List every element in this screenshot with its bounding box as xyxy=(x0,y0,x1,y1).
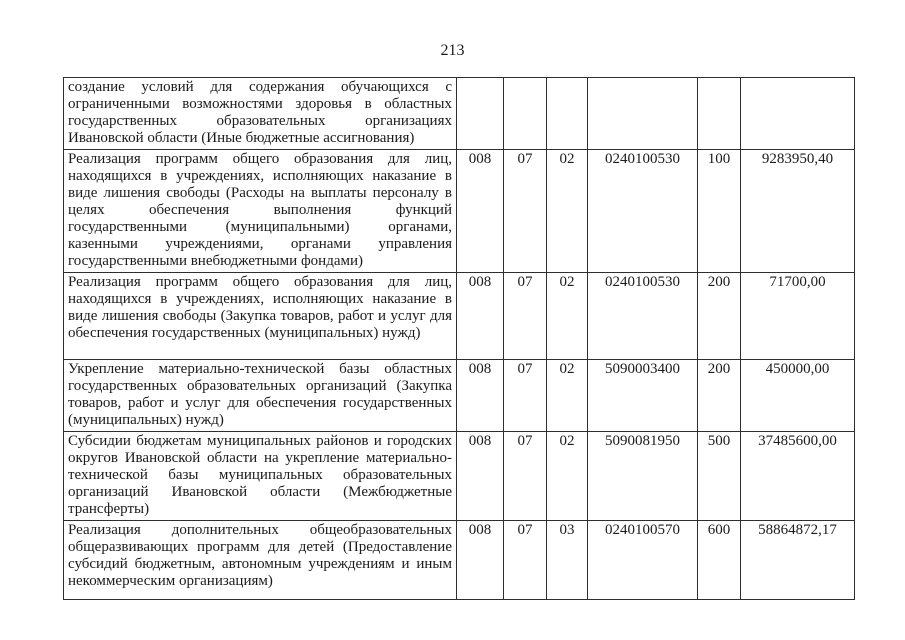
subsection-code-cell: 02 xyxy=(547,150,588,273)
subsection-code-cell: 02 xyxy=(547,360,588,432)
section-code-cell xyxy=(504,78,547,150)
table-row xyxy=(64,150,855,273)
target-item-code-cell: 0240100530 xyxy=(588,150,698,273)
expense-type-code-cell: 200 xyxy=(698,273,741,360)
grbs-code-cell: 008 xyxy=(457,150,504,273)
section-code-cell: 07 xyxy=(504,521,547,600)
table-row xyxy=(64,432,855,521)
amount-cell: 450000,00 xyxy=(741,360,855,432)
grbs-code-cell: 008 xyxy=(457,432,504,521)
expense-name-cell: Укрепление материально-технической базы областных государственных образовательных организаций (Закупка товаров, работ и услуг для обеспечения государственных (муниципальных) нужд) xyxy=(64,360,457,432)
target-item-code-cell: 5090003400 xyxy=(588,360,698,432)
expense-type-code-cell: 500 xyxy=(698,432,741,521)
amount-cell: 58864872,17 xyxy=(741,521,855,600)
expense-name-cell: Реализация дополнительных общеобразовательных общеразвивающих программ для детей (Предоставление субсидий бюджетным, автономным учреждениям и иным некоммерческим организациям) xyxy=(64,521,457,600)
table-row xyxy=(64,78,855,150)
subsection-code-cell: 03 xyxy=(547,521,588,600)
amount-cell: 37485600,00 xyxy=(741,432,855,521)
amount-cell xyxy=(741,78,855,150)
expense-name-cell: Субсидии бюджетам муниципальных районов и городских округов Ивановской области на укрепление материально-технической базы муниципальных образовательных организаций Ивановской области (Межбюджетные трансферты) xyxy=(64,432,457,521)
amount-cell: 9283950,40 xyxy=(741,150,855,273)
budget-table-body xyxy=(64,78,855,600)
table-row xyxy=(64,273,855,360)
table-row xyxy=(64,360,855,432)
grbs-code-cell: 008 xyxy=(457,360,504,432)
target-item-code-cell: 0240100570 xyxy=(588,521,698,600)
grbs-code-cell: 008 xyxy=(457,521,504,600)
section-code-cell: 07 xyxy=(504,273,547,360)
page-number: 213 xyxy=(440,42,465,59)
expense-type-code-cell: 200 xyxy=(698,360,741,432)
target-item-code-cell: 0240100530 xyxy=(588,273,698,360)
target-item-code-cell xyxy=(588,78,698,150)
expense-type-code-cell xyxy=(698,78,741,150)
subsection-code-cell xyxy=(547,78,588,150)
subsection-code-cell: 02 xyxy=(547,273,588,360)
expense-name-cell: создание условий для содержания обучающихся с ограниченными возможностями здоровья в областных государственных образовательных организациях Ивановской области (Иные бюджетные ассигнования) xyxy=(64,78,457,150)
expense-type-code-cell: 100 xyxy=(698,150,741,273)
budget-expenditure-table xyxy=(63,77,855,600)
amount-cell: 71700,00 xyxy=(741,273,855,360)
subsection-code-cell: 02 xyxy=(547,432,588,521)
target-item-code-cell: 5090081950 xyxy=(588,432,698,521)
section-code-cell: 07 xyxy=(504,150,547,273)
grbs-code-cell: 008 xyxy=(457,273,504,360)
expense-type-code-cell: 600 xyxy=(698,521,741,600)
expense-name-cell: Реализация программ общего образования для лиц, находящихся в учреждениях, исполняющих наказание в виде лишения свободы (Расходы на выплаты персоналу в целях обеспечения выполнения функций государственными (муниципальными) органами, казенными учреждениями, органами управления государственными внебюджетными фондами) xyxy=(64,150,457,273)
section-code-cell: 07 xyxy=(504,360,547,432)
section-code-cell: 07 xyxy=(504,432,547,521)
table-row xyxy=(64,521,855,600)
grbs-code-cell xyxy=(457,78,504,150)
expense-name-cell: Реализация программ общего образования для лиц, находящихся в учреждениях, исполняющих наказание в виде лишения свободы (Закупка товаров, работ и услуг для обеспечения государственных (муниципальных) нужд) xyxy=(64,273,457,360)
